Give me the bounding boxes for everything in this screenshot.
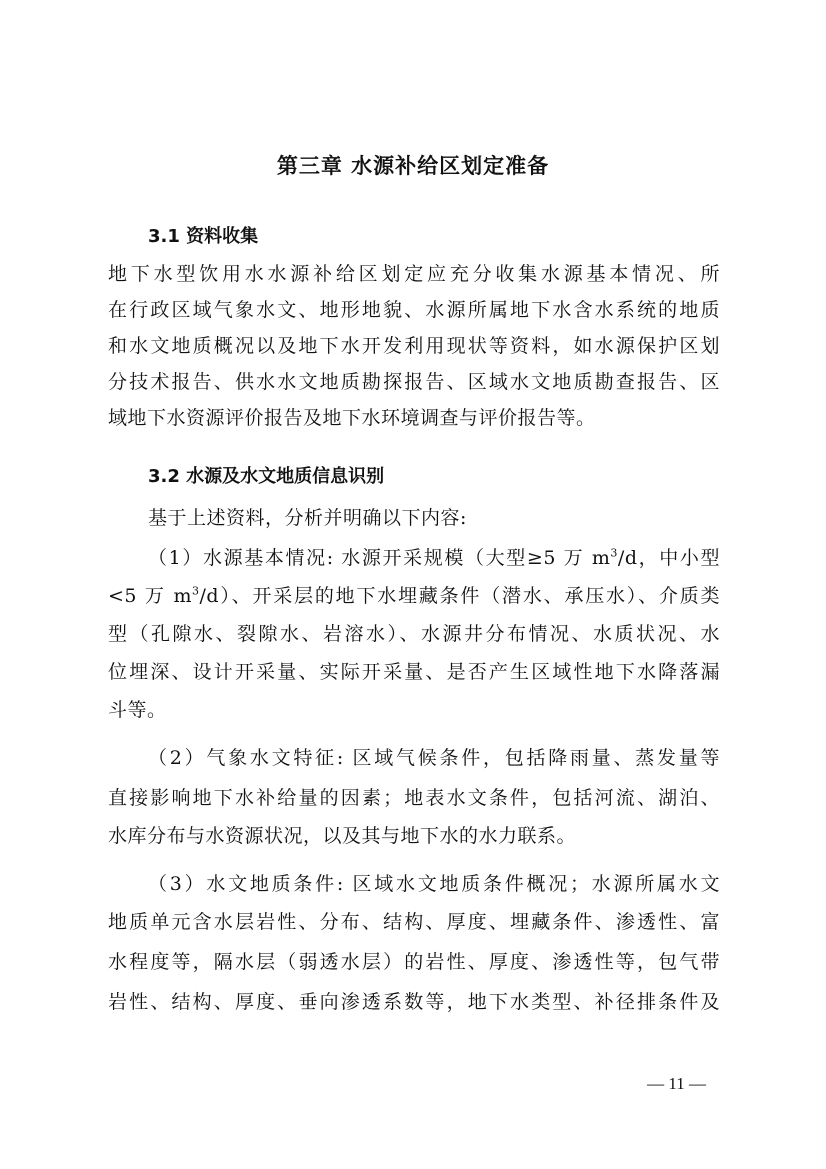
- section-heading-3-1: 3.1 资料收集: [148, 226, 259, 247]
- paragraph-line: 岩性、结构、厚度、垂向渗透系数等，地下水类型、补径排条件及: [108, 991, 720, 1013]
- paragraph-line: 在行政区域气象水文、地形地貌、水源所属地下水含水系统的地质: [108, 299, 720, 321]
- paragraph-line: 水程度等，隔水层（弱透水层）的岩性、厚度、渗透性等，包气带: [108, 951, 720, 973]
- paragraph-line: 域地下水资源评价报告及地下水环境调查与评价报告等。: [108, 407, 596, 429]
- paragraph-line: 型（孔隙水、裂隙水、岩溶水）、水源井分布情况、水质状况、水: [108, 623, 720, 645]
- paragraph-line: 直接影响地下水补给量的因素；地表水文条件，包括河流、湖泊、: [108, 787, 720, 809]
- paragraph-line: 斗等。: [108, 699, 167, 721]
- paragraph-line: 地下水型饮用水水源补给区划定应充分收集水源基本情况、所: [108, 263, 720, 285]
- paragraph-line: 位埋深、设计开采量、实际开采量、是否产生区域性地下水降落漏: [108, 661, 720, 683]
- paragraph-line: <5 万 $m^3/d$）、开采层的地下水埋藏条件（潜水、承压水）、介质类: [108, 584, 720, 607]
- paragraph-line: 地质单元含水层岩性、分布、结构、厚度、埋藏条件、渗透性、富: [108, 911, 720, 933]
- paragraph-line: （2）气象水文特征: 区域气候条件，包括降雨量、蒸发量等: [148, 747, 720, 769]
- chapter-title: 第三章 水源补给区划定准备: [276, 154, 550, 178]
- paragraph-line: 和水文地质概况以及地下水开发利用现状等资料，如水源保护区划: [108, 335, 720, 357]
- paragraph-line: （1）水源基本情况: 水源开采规模（大型≥5 万 $m^3/d$，中小型: [148, 546, 720, 569]
- paragraph-line: （3）水文地质条件: 区域水文地质条件概况；水源所属水文: [148, 873, 720, 895]
- page-number: — 11 —: [647, 1074, 706, 1093]
- paragraph-line: 基于上述资料，分析并明确以下内容:: [148, 507, 467, 529]
- paragraph-line: 分技术报告、供水水文地质勘探报告、区域水文地质勘查报告、区: [108, 371, 720, 393]
- paragraph-line: 水库分布与水资源状况，以及其与地下水的水力联系。: [108, 825, 577, 847]
- section-heading-3-2: 3.2 水源及水文地质信息识别: [148, 466, 385, 487]
